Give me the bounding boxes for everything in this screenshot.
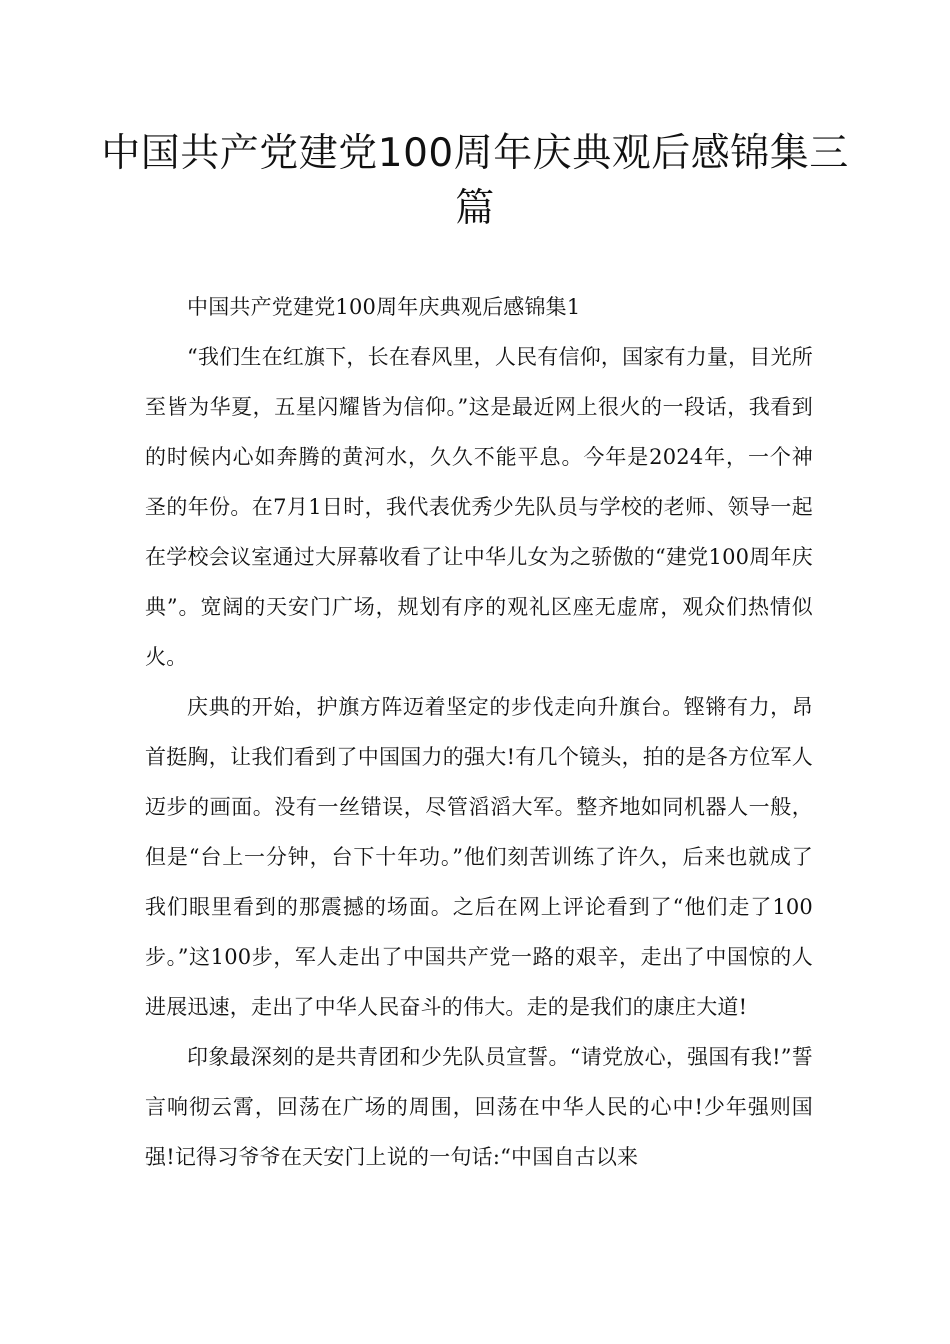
paragraph-2: 庆典的开始，护旗方阵迈着坚定的步伐走向升旗台。铿锵有力，昂首挺胸，让我们看到了中国国力的强大!有几个镜头，拍的是各方位军人迈步的画面。没有一丝错误，尽管滔滔大军。整齐地如同机器人一般，但是“台上一分钟，台下十年功。”他们刻苦训练了许久，后来也就成了我们眼里看到的那震撼的场面。之后在网上评论看到了“他们走了100步。”这100步，军人走出了中国共产党一路的艰辛，走出了中国惊的人进展迅速，走出了中华人民奋斗的伟大。走的是我们的康庄大道! [145,695,813,1019]
paragraph-3: 印象最深刻的是共青团和少先队员宣誓。“请党放心，强国有我!”誓言响彻云霄，回荡在广场的周围，回荡在中华人民的心中!少年强则国强!记得习爷爷在天安门上说的一句话:“中国自古以来 [145,1045,813,1169]
document-body [145,282,813,1182]
paragraph-1: “我们生在红旗下，长在春风里，人民有信仰，国家有力量，目光所至皆为华夏，五星闪耀皆为信仰。”这是最近网上很火的一段话，我看到的时候内心如奔腾的黄河水，久久不能平息。今年是2024年，一个神圣的年份。在7月1日时，我代表优秀少先队员与学校的老师、领导一起在学校会议室通过大屏幕收看了让中华儿女为之骄傲的“建党100周年庆典”。宽阔的天安门广场，规划有序的观礼区座无虚席，观众们热情似火。 [145,345,813,669]
document-title: 中国共产党建党100周年庆典观后感锦集三篇 [101,131,849,231]
section-heading: 中国共产党建党100周年庆典观后感锦集1 [187,295,581,319]
